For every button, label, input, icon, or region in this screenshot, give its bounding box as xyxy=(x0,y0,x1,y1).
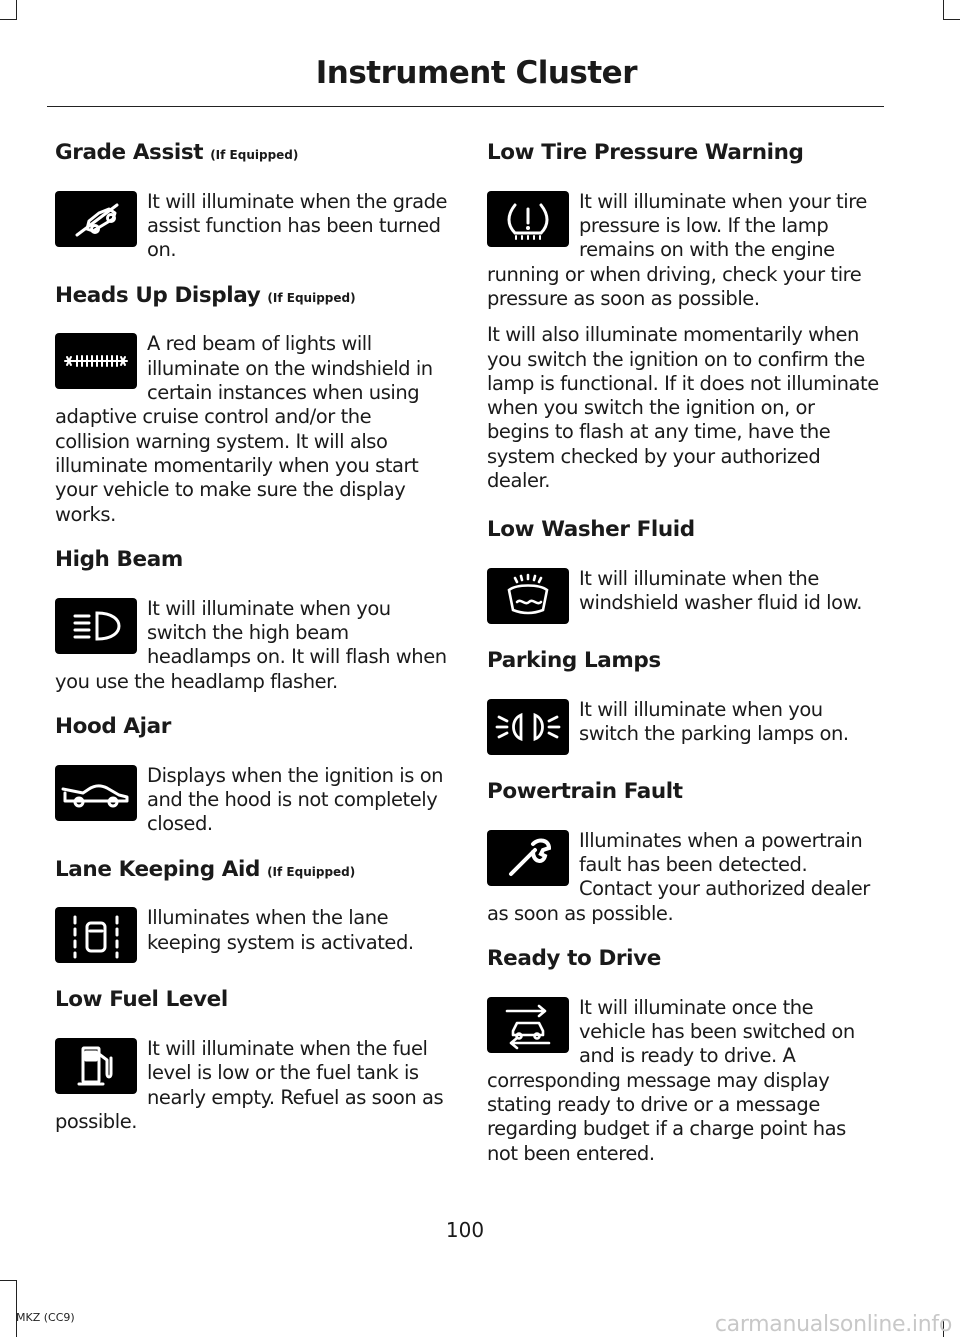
section-heading: Heads Up Display (If Equipped) xyxy=(55,282,356,308)
section-heading: Lane Keeping Aid (If Equipped) xyxy=(55,856,356,882)
section-heading: Low Tire Pressure Warning xyxy=(487,140,804,165)
fuel-pump-icon xyxy=(55,1038,137,1094)
crop-mark xyxy=(16,0,17,20)
section-low-tire-pressure xyxy=(487,140,881,493)
high-beam-icon xyxy=(55,598,137,654)
left-column xyxy=(55,140,449,1154)
heads-up-display-icon xyxy=(55,333,137,389)
grade-assist-icon xyxy=(55,191,137,247)
section-heading: Grade Assist (If Equipped) xyxy=(55,140,299,165)
crop-mark xyxy=(943,0,944,20)
section-lane-keeping-aid xyxy=(55,857,449,968)
section-text: It will illuminate when the windshield washer fluid id low. xyxy=(579,567,863,615)
section-parking-lamps xyxy=(487,648,881,759)
parking-lamps-icon xyxy=(487,699,569,755)
section-heading: Hood Ajar xyxy=(55,713,171,739)
tire-pressure-icon xyxy=(487,191,569,247)
title-rule xyxy=(47,106,884,107)
section-text: Illuminates when the lane keeping system is activated. xyxy=(147,906,414,954)
section-heading: Parking Lamps xyxy=(487,648,661,674)
crop-mark xyxy=(0,19,16,20)
section-low-washer-fluid xyxy=(487,517,881,628)
section-powertrain-fault xyxy=(487,779,881,926)
section-text: It will illuminate when you switch the high beam headlamps on. It will flash when you use the headlamp flasher. xyxy=(55,596,447,693)
right-column xyxy=(487,140,881,1186)
model-code: MKZ (CC9) xyxy=(16,1311,75,1324)
ready-to-drive-icon xyxy=(487,997,569,1053)
section-low-fuel-level xyxy=(55,987,449,1134)
section-heading: Low Washer Fluid xyxy=(487,517,695,543)
section-ready-to-drive xyxy=(487,946,881,1166)
section-text: Displays when the ignition is on and the hood is not completely closed. xyxy=(147,763,444,836)
section-text: Illuminates when a powertrain fault has been detected. Contact your authorized dealer as soon as possible. xyxy=(487,828,870,925)
section-text: A red beam of lights will illuminate on the windshield in certain instances when using adaptive cruise control and/or the collision warning system. It will also illuminate momentarily when you start your vehicle to make sure the display works. xyxy=(55,332,433,526)
crop-mark xyxy=(16,1280,17,1337)
section-hood-ajar xyxy=(55,714,449,837)
crop-mark xyxy=(0,1280,16,1281)
section-text: It will illuminate when the fuel level is low or the fuel tank is nearly empty. Refuel as soon as possible. xyxy=(55,1037,444,1134)
section-heading: Ready to Drive xyxy=(487,945,661,971)
section-text: It will illuminate when the grade assist function has been turned on. xyxy=(147,189,448,262)
wrench-icon xyxy=(487,830,569,886)
section-text-2: It will also illuminate momentarily when you switch the ignition on to confirm the lamp is functional. If it does not illuminate when you switch the ignition on, or begins to flash at any time, have the system checked by your authorized dealer. xyxy=(487,323,879,493)
section-heading: Low Fuel Level xyxy=(55,987,228,1013)
section-heads-up-display xyxy=(55,283,449,527)
section-grade-assist xyxy=(55,140,449,263)
section-text: It will illuminate when you switch the parking lamps on. xyxy=(579,697,849,746)
hood-ajar-icon xyxy=(55,765,137,821)
crop-mark xyxy=(944,19,960,20)
page-title: Instrument Cluster xyxy=(315,55,637,91)
washer-fluid-icon xyxy=(487,568,569,624)
lane-keeping-icon xyxy=(55,907,137,963)
section-heading: High Beam xyxy=(55,546,183,572)
section-high-beam xyxy=(55,547,449,694)
watermark: carmanualsonline.info xyxy=(714,1312,952,1337)
page-number: 100 xyxy=(445,1218,485,1242)
section-text: It will illuminate once the vehicle has been switched on and is ready to drive. A corresponding message may display stating ready to drive or a message regarding budget if a charge point has not been entered. xyxy=(487,995,855,1165)
section-text: It will illuminate when your tire pressure is low. If the lamp remains on with the engine running or when driving, check your tire pressure as soon as possible. xyxy=(487,189,867,310)
section-heading: Powertrain Fault xyxy=(487,778,683,804)
